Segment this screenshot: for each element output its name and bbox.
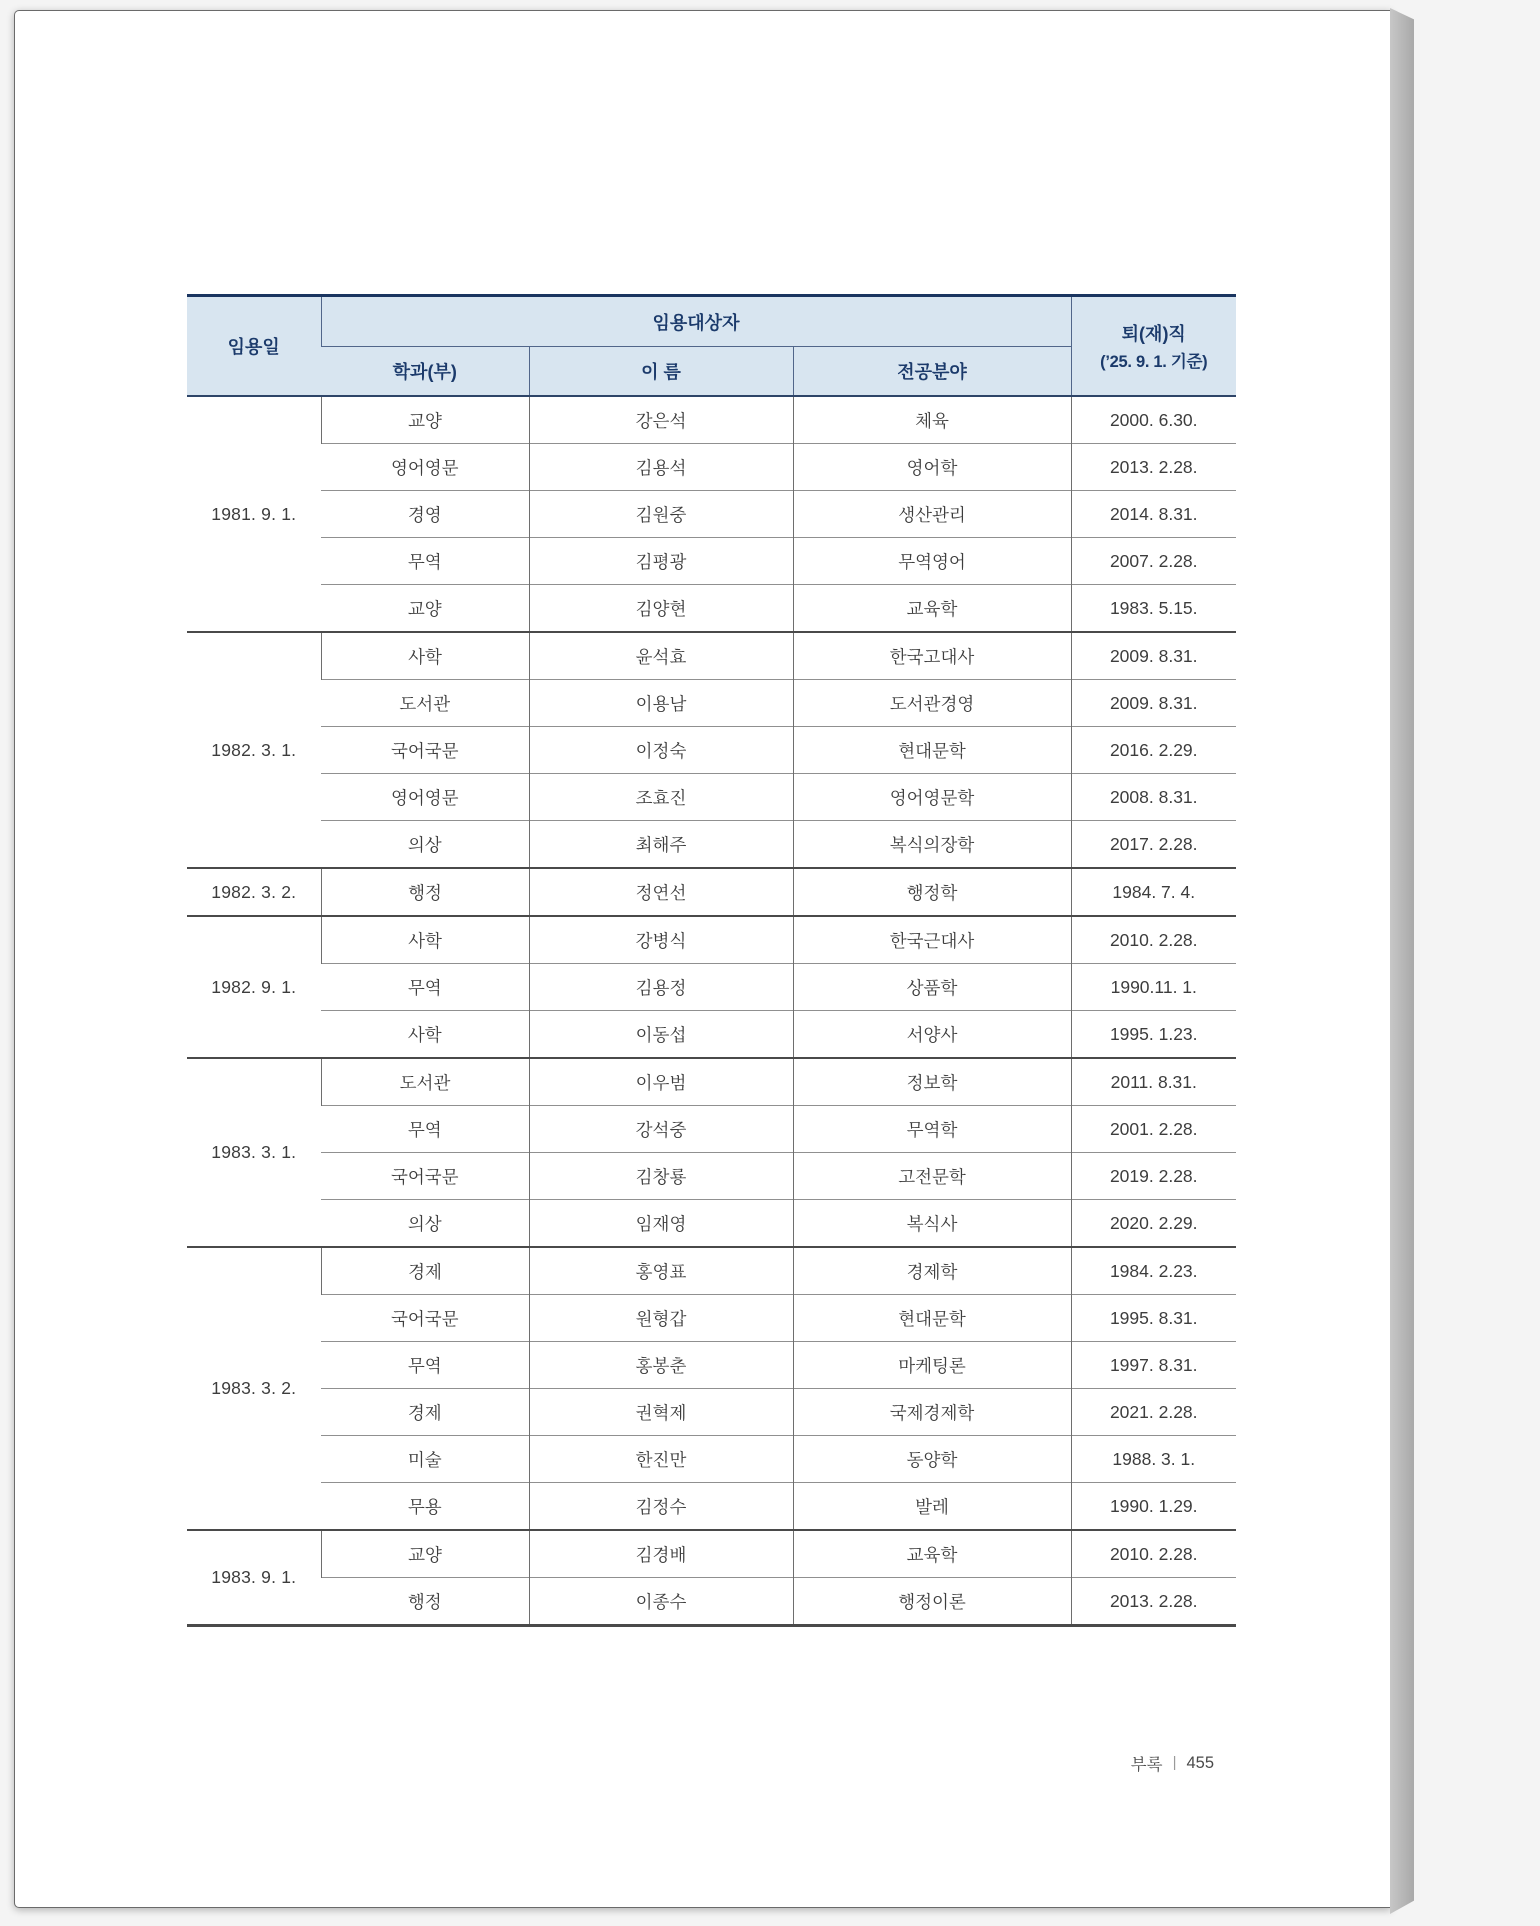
major-cell: 무역영어 bbox=[793, 538, 1071, 585]
table-row bbox=[187, 1153, 1236, 1200]
retirement-date-cell: 2007. 2.28. bbox=[1071, 538, 1236, 585]
name-cell: 강은석 bbox=[529, 396, 793, 444]
table-row bbox=[187, 1011, 1236, 1059]
department-cell: 도서관 bbox=[321, 1058, 529, 1106]
header-appointee-group: 임용대상자 bbox=[321, 296, 1071, 347]
table-row bbox=[187, 1247, 1236, 1295]
name-cell: 이용남 bbox=[529, 680, 793, 727]
name-cell: 김경배 bbox=[529, 1530, 793, 1578]
department-cell: 영어영문 bbox=[321, 774, 529, 821]
header-retirement-line1: 퇴(재)직 bbox=[1121, 324, 1186, 344]
department-cell: 무용 bbox=[321, 1483, 529, 1531]
department-cell: 무역 bbox=[321, 964, 529, 1011]
major-cell: 생산관리 bbox=[793, 491, 1071, 538]
name-cell: 강병식 bbox=[529, 916, 793, 964]
retirement-date-cell: 1995. 8.31. bbox=[1071, 1295, 1236, 1342]
major-cell: 한국고대사 bbox=[793, 632, 1071, 680]
major-cell: 서양사 bbox=[793, 1011, 1071, 1059]
table-body bbox=[187, 396, 1236, 1626]
major-cell: 정보학 bbox=[793, 1058, 1071, 1106]
appointment-date-cell: 1981. 9. 1. bbox=[187, 396, 321, 632]
department-cell: 국어국문 bbox=[321, 1295, 529, 1342]
retirement-date-cell: 1995. 1.23. bbox=[1071, 1011, 1236, 1059]
major-cell: 동양학 bbox=[793, 1436, 1071, 1483]
appointment-date-cell: 1983. 3. 1. bbox=[187, 1058, 321, 1247]
retirement-date-cell: 2009. 8.31. bbox=[1071, 680, 1236, 727]
name-cell: 이종수 bbox=[529, 1578, 793, 1626]
name-cell: 김창룡 bbox=[529, 1153, 793, 1200]
retirement-date-cell: 2008. 8.31. bbox=[1071, 774, 1236, 821]
department-cell: 경제 bbox=[321, 1389, 529, 1436]
retirement-date-cell: 1990.11. 1. bbox=[1071, 964, 1236, 1011]
retirement-date-cell: 2020. 2.29. bbox=[1071, 1200, 1236, 1248]
faculty-appointment-table bbox=[187, 294, 1236, 1627]
major-cell: 복식의장학 bbox=[793, 821, 1071, 869]
table-row bbox=[187, 821, 1236, 869]
major-cell: 도서관경영 bbox=[793, 680, 1071, 727]
table-row bbox=[187, 774, 1236, 821]
name-cell: 윤석효 bbox=[529, 632, 793, 680]
major-cell: 복식사 bbox=[793, 1200, 1071, 1248]
major-cell: 교육학 bbox=[793, 1530, 1071, 1578]
major-cell: 경제학 bbox=[793, 1247, 1071, 1295]
retirement-date-cell: 1983. 5.15. bbox=[1071, 585, 1236, 633]
retirement-date-cell: 2000. 6.30. bbox=[1071, 396, 1236, 444]
name-cell: 이동섭 bbox=[529, 1011, 793, 1059]
retirement-date-cell: 2016. 2.29. bbox=[1071, 727, 1236, 774]
appointment-date-cell: 1983. 3. 2. bbox=[187, 1247, 321, 1530]
retirement-date-cell: 2019. 2.28. bbox=[1071, 1153, 1236, 1200]
retirement-date-cell: 1988. 3. 1. bbox=[1071, 1436, 1236, 1483]
major-cell: 교육학 bbox=[793, 585, 1071, 633]
appointment-date-cell: 1982. 9. 1. bbox=[187, 916, 321, 1058]
department-cell: 사학 bbox=[321, 916, 529, 964]
name-cell: 김평광 bbox=[529, 538, 793, 585]
footer-section-label: 부록 bbox=[1130, 1756, 1163, 1774]
appointment-date-cell: 1983. 9. 1. bbox=[187, 1530, 321, 1626]
department-cell: 교양 bbox=[321, 396, 529, 444]
department-cell: 무역 bbox=[321, 538, 529, 585]
table-row bbox=[187, 1295, 1236, 1342]
name-cell: 김원중 bbox=[529, 491, 793, 538]
table-row bbox=[187, 727, 1236, 774]
name-cell: 김용정 bbox=[529, 964, 793, 1011]
major-cell: 체육 bbox=[793, 396, 1071, 444]
retirement-date-cell: 2014. 8.31. bbox=[1071, 491, 1236, 538]
table-row bbox=[187, 1058, 1236, 1106]
major-cell: 행정이론 bbox=[793, 1578, 1071, 1626]
appointment-date-cell: 1982. 3. 2. bbox=[187, 868, 321, 916]
department-cell: 사학 bbox=[321, 632, 529, 680]
major-cell: 발레 bbox=[793, 1483, 1071, 1531]
name-cell: 원형갑 bbox=[529, 1295, 793, 1342]
department-cell: 국어국문 bbox=[321, 727, 529, 774]
header-retirement-line2: (’25. 9. 1. 기준) bbox=[1100, 353, 1208, 371]
name-cell: 김정수 bbox=[529, 1483, 793, 1531]
retirement-date-cell: 1984. 2.23. bbox=[1071, 1247, 1236, 1295]
major-cell: 무역학 bbox=[793, 1106, 1071, 1153]
major-cell: 현대문학 bbox=[793, 727, 1071, 774]
department-cell: 행정 bbox=[321, 1578, 529, 1626]
retirement-date-cell: 2010. 2.28. bbox=[1071, 916, 1236, 964]
name-cell: 이정숙 bbox=[529, 727, 793, 774]
header-appointment-date: 임용일 bbox=[187, 296, 321, 397]
department-cell: 영어영문 bbox=[321, 444, 529, 491]
department-cell: 무역 bbox=[321, 1106, 529, 1153]
retirement-date-cell: 2013. 2.28. bbox=[1071, 1578, 1236, 1626]
major-cell: 마케팅론 bbox=[793, 1342, 1071, 1389]
table-row bbox=[187, 538, 1236, 585]
retirement-date-cell: 1984. 7. 4. bbox=[1071, 868, 1236, 916]
table-row bbox=[187, 964, 1236, 1011]
department-cell: 무역 bbox=[321, 1342, 529, 1389]
department-cell: 도서관 bbox=[321, 680, 529, 727]
retirement-date-cell: 1990. 1.29. bbox=[1071, 1483, 1236, 1531]
major-cell: 현대문학 bbox=[793, 1295, 1071, 1342]
department-cell: 사학 bbox=[321, 1011, 529, 1059]
table-row bbox=[187, 1389, 1236, 1436]
retirement-date-cell: 2001. 2.28. bbox=[1071, 1106, 1236, 1153]
book-page-stack-edge bbox=[1390, 8, 1414, 1914]
department-cell: 행정 bbox=[321, 868, 529, 916]
department-cell: 의상 bbox=[321, 821, 529, 869]
table-row bbox=[187, 868, 1236, 916]
name-cell: 최해주 bbox=[529, 821, 793, 869]
name-cell: 조효진 bbox=[529, 774, 793, 821]
retirement-date-cell: 2013. 2.28. bbox=[1071, 444, 1236, 491]
table-row bbox=[187, 680, 1236, 727]
footer-page-number: 455 bbox=[1186, 1753, 1214, 1772]
table-row bbox=[187, 585, 1236, 633]
header-retirement bbox=[1071, 296, 1236, 397]
table-row bbox=[187, 1342, 1236, 1389]
page-footer bbox=[1131, 1751, 1214, 1775]
department-cell: 교양 bbox=[321, 585, 529, 633]
name-cell: 임재영 bbox=[529, 1200, 793, 1248]
table-row bbox=[187, 916, 1236, 964]
table-row bbox=[187, 1436, 1236, 1483]
name-cell: 이우범 bbox=[529, 1058, 793, 1106]
table-row bbox=[187, 1578, 1236, 1626]
major-cell: 국제경제학 bbox=[793, 1389, 1071, 1436]
table-header bbox=[187, 296, 1236, 397]
major-cell: 상품학 bbox=[793, 964, 1071, 1011]
table-row bbox=[187, 632, 1236, 680]
table-row bbox=[187, 1530, 1236, 1578]
header-major: 전공분야 bbox=[793, 347, 1071, 397]
table-row bbox=[187, 1483, 1236, 1531]
department-cell: 경제 bbox=[321, 1247, 529, 1295]
retirement-date-cell: 2009. 8.31. bbox=[1071, 632, 1236, 680]
department-cell: 교양 bbox=[321, 1530, 529, 1578]
major-cell: 고전문학 bbox=[793, 1153, 1071, 1200]
table-row bbox=[187, 444, 1236, 491]
name-cell: 김용석 bbox=[529, 444, 793, 491]
department-cell: 경영 bbox=[321, 491, 529, 538]
major-cell: 한국근대사 bbox=[793, 916, 1071, 964]
name-cell: 김양현 bbox=[529, 585, 793, 633]
name-cell: 한진만 bbox=[529, 1436, 793, 1483]
name-cell: 정연선 bbox=[529, 868, 793, 916]
table-row bbox=[187, 1200, 1236, 1248]
major-cell: 영어학 bbox=[793, 444, 1071, 491]
major-cell: 행정학 bbox=[793, 868, 1071, 916]
major-cell: 영어영문학 bbox=[793, 774, 1071, 821]
retirement-date-cell: 2011. 8.31. bbox=[1071, 1058, 1236, 1106]
department-cell: 미술 bbox=[321, 1436, 529, 1483]
table-row bbox=[187, 491, 1236, 538]
name-cell: 권혁제 bbox=[529, 1389, 793, 1436]
retirement-date-cell: 2010. 2.28. bbox=[1071, 1530, 1236, 1578]
appointment-date-cell: 1982. 3. 1. bbox=[187, 632, 321, 868]
header-department: 학과(부) bbox=[321, 347, 529, 397]
name-cell: 강석중 bbox=[529, 1106, 793, 1153]
footer-divider: | bbox=[1172, 1753, 1177, 1771]
retirement-date-cell: 2021. 2.28. bbox=[1071, 1389, 1236, 1436]
retirement-date-cell: 2017. 2.28. bbox=[1071, 821, 1236, 869]
name-cell: 홍봉춘 bbox=[529, 1342, 793, 1389]
header-name: 이 름 bbox=[529, 347, 793, 397]
book-page bbox=[14, 10, 1391, 1908]
table-row bbox=[187, 396, 1236, 444]
department-cell: 국어국문 bbox=[321, 1153, 529, 1200]
retirement-date-cell: 1997. 8.31. bbox=[1071, 1342, 1236, 1389]
table-row bbox=[187, 1106, 1236, 1153]
name-cell: 홍영표 bbox=[529, 1247, 793, 1295]
department-cell: 의상 bbox=[321, 1200, 529, 1248]
